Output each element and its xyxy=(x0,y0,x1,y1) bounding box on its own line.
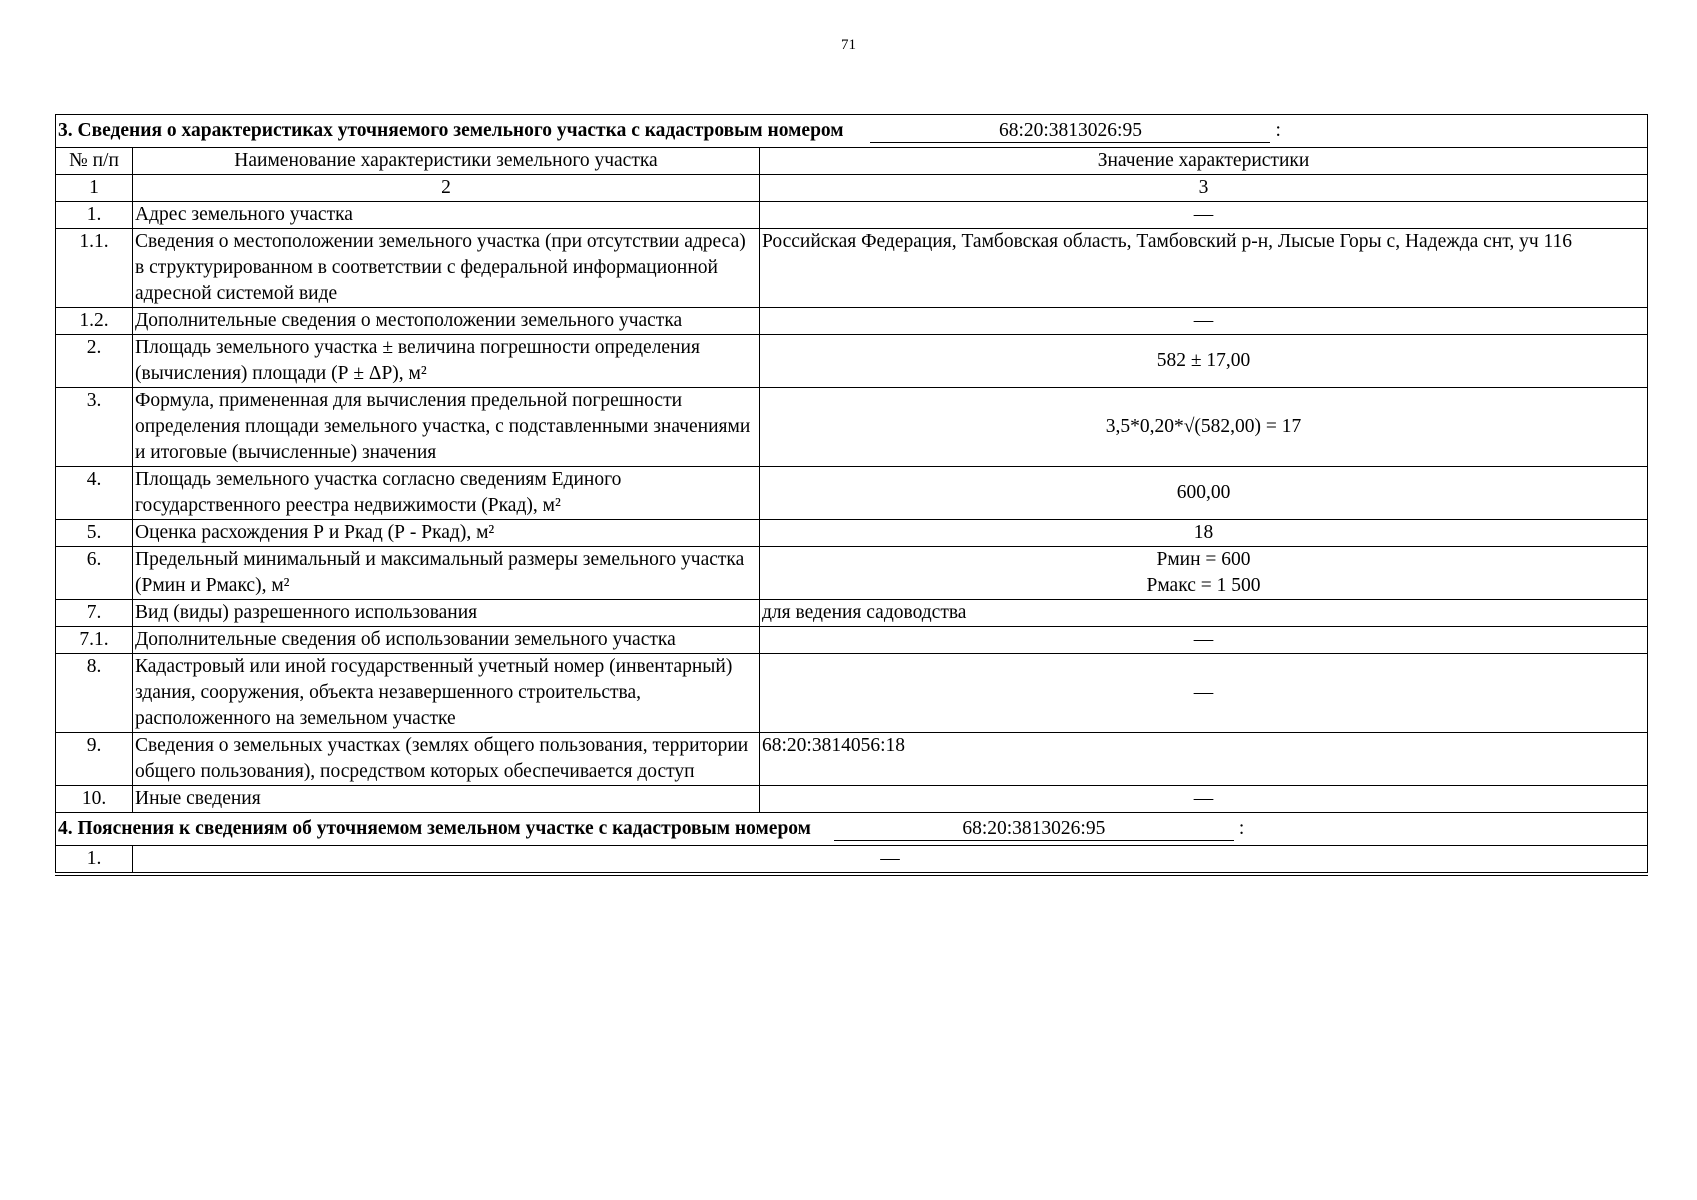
row-value: 582 ± 17,00 xyxy=(760,335,1648,388)
row-number: 9. xyxy=(56,733,133,786)
table-row xyxy=(56,786,1648,813)
row-value: — xyxy=(760,202,1648,229)
row-value: — xyxy=(133,846,1648,875)
row-value: 3,5*0,20*√(582,00) = 17 xyxy=(760,388,1648,467)
table-row xyxy=(56,654,1648,733)
section3-title-text: 3. Сведения о характеристиках уточняемого земельного участка с кадастровым номером xyxy=(58,120,844,141)
table-row xyxy=(56,335,1648,388)
row-number: 7.1. xyxy=(56,627,133,654)
section4-title-text: 4. Пояснения к сведениям об уточняемом земельном участке с кадастровым номером xyxy=(58,818,811,839)
row-value: — xyxy=(760,786,1648,813)
row-value-min-max xyxy=(760,547,1648,600)
row-name: Дополнительные сведения об использовании земельного участка xyxy=(133,627,760,654)
header-value: Значение характеристики xyxy=(760,148,1648,175)
document-sheet xyxy=(55,114,1647,876)
row-name: Адрес земельного участка xyxy=(133,202,760,229)
section3-colon: : xyxy=(1275,120,1281,141)
row-name: Вид (виды) разрешенного использования xyxy=(133,600,760,627)
row-value-min: Рмин = 600 xyxy=(1156,549,1251,570)
row-name: Формула, примененная для вычисления предельной погрешности определения площади земельного участка, с подставленными значениями и итоговые (вычисленные) значения xyxy=(133,388,760,467)
section4-row xyxy=(56,846,1648,875)
row-number: 5. xyxy=(56,520,133,547)
row-value: 18 xyxy=(760,520,1648,547)
row-number: 7. xyxy=(56,600,133,627)
page-number: 71 xyxy=(841,37,856,53)
section4-title-row xyxy=(56,813,1648,846)
section4-cadastral-number: 68:20:3813026:95 xyxy=(834,818,1234,841)
row-number: 8. xyxy=(56,654,133,733)
row-number: 10. xyxy=(56,786,133,813)
header-row xyxy=(56,148,1648,175)
row-value: — xyxy=(760,627,1648,654)
column-numbers-row xyxy=(56,175,1648,202)
row-name: Предельный минимальный и максимальный размеры земельного участка (Рмин и Рмакс), м² xyxy=(133,547,760,600)
row-value: Российская Федерация, Тамбовская область, Тамбовский р-н, Лысые Горы с, Надежда снт, уч 116 xyxy=(760,229,1648,308)
row-value: — xyxy=(760,308,1648,335)
row-value: 68:20:3814056:18 xyxy=(760,733,1648,786)
column-number-3: 3 xyxy=(760,175,1648,202)
section3-cadastral-number: 68:20:3813026:95 xyxy=(870,120,1270,143)
row-number: 2. xyxy=(56,335,133,388)
row-number: 3. xyxy=(56,388,133,467)
row-name: Сведения о местоположении земельного участка (при отсутствии адреса) в структурированном в соответствии с федеральной информационной адресной системой виде xyxy=(133,229,760,308)
header-name: Наименование характеристики земельного участка xyxy=(133,148,760,175)
row-name: Сведения о земельных участках (землях общего пользования, территории общего пользования), посредством которых обеспечивается доступ xyxy=(133,733,760,786)
row-name: Площадь земельного участка ± величина погрешности определения (вычисления) площади (Р ± ΔР), м² xyxy=(133,335,760,388)
row-value: 600,00 xyxy=(760,467,1648,520)
column-number-1: 1 xyxy=(56,175,133,202)
table-row xyxy=(56,202,1648,229)
section3-title xyxy=(56,115,1648,148)
table-row xyxy=(56,388,1648,467)
row-value-max: Рмакс = 1 500 xyxy=(1146,575,1261,596)
section4-title xyxy=(56,813,1648,846)
section3-title-row xyxy=(56,115,1648,148)
row-name: Площадь земельного участка согласно сведениям Единого государственного реестра недвижимости (Ркад), м² xyxy=(133,467,760,520)
section4-colon: : xyxy=(1238,818,1245,839)
table-row xyxy=(56,547,1648,600)
row-value: для ведения садоводства xyxy=(760,600,1648,627)
row-name: Иные сведения xyxy=(133,786,760,813)
land-plot-table xyxy=(55,114,1648,876)
column-number-2: 2 xyxy=(133,175,760,202)
table-row xyxy=(56,733,1648,786)
row-number: 1.2. xyxy=(56,308,133,335)
table-row xyxy=(56,627,1648,654)
table-row xyxy=(56,520,1648,547)
row-name: Кадастровый или иной государственный учетный номер (инвентарный) здания, сооружения, объекта незавершенного строительства, расположенного на земельном участке xyxy=(133,654,760,733)
row-number: 1. xyxy=(56,846,133,875)
row-number: 1. xyxy=(56,202,133,229)
row-number: 4. xyxy=(56,467,133,520)
row-number: 1.1. xyxy=(56,229,133,308)
row-number: 6. xyxy=(56,547,133,600)
row-name: Дополнительные сведения о местоположении земельного участка xyxy=(133,308,760,335)
table-row xyxy=(56,600,1648,627)
header-number: № п/п xyxy=(56,148,133,175)
table-row xyxy=(56,308,1648,335)
row-value: — xyxy=(760,654,1648,733)
row-name: Оценка расхождения Р и Ркад (Р - Ркад), м² xyxy=(133,520,760,547)
table-row xyxy=(56,467,1648,520)
table-row xyxy=(56,229,1648,308)
